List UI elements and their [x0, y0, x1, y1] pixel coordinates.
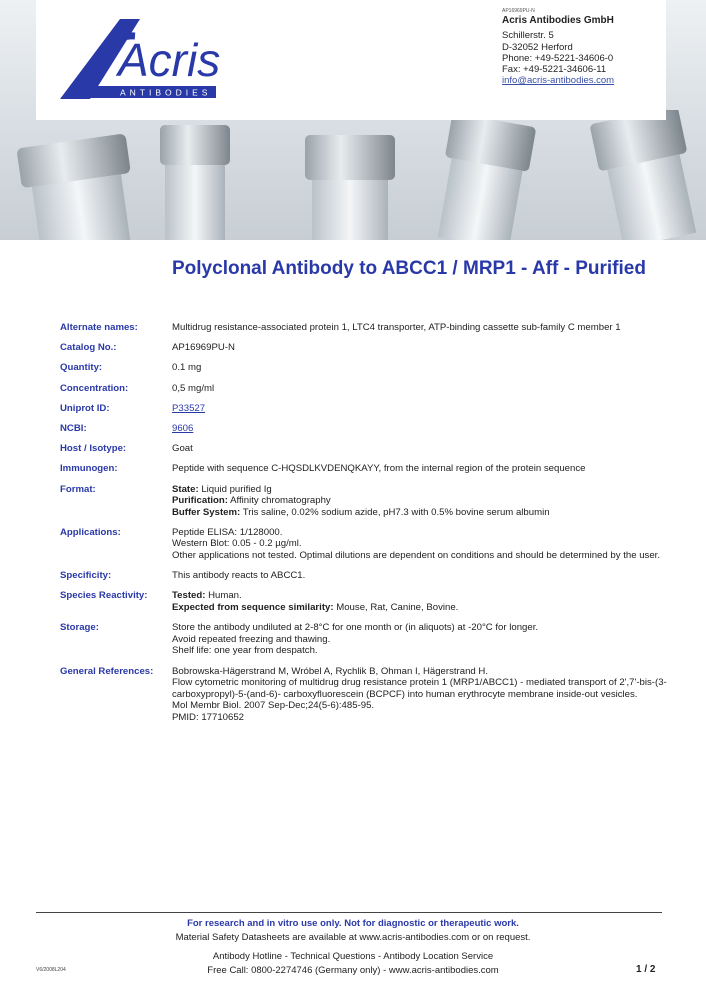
address-line: Schillerstr. 5 [502, 30, 554, 42]
field-value: 0,5 mg/ml [172, 382, 215, 394]
field-label: Concentration: [60, 382, 129, 394]
field-quantity [60, 362, 670, 374]
storage-line: Store the antibody undiluted at 2-8°C for one month or (in aliquots) at -20°C for longer. [172, 622, 539, 634]
field-value [172, 484, 670, 519]
field-label: Catalog No.: [60, 342, 117, 354]
product-fields [60, 322, 670, 732]
reference-line: Flow cytometric monitoring of multidrug drug resistance protein 1 (MRP1/ABCC1) - mediated transport of 2',7'-bis-(3-carboxypropyl)-5-(and-6)- carboxyfluorescein (BCPCF) into human erythrocyte membrane inside-out vesicles. [172, 677, 667, 700]
field-concentration [60, 383, 670, 395]
field-format [60, 484, 670, 519]
field-value: 0.1 mg [172, 362, 202, 374]
field-value: Peptide with sequence C-HQSDLKVDENQKAYY, from the internal region of the protein sequence [172, 463, 586, 475]
uniprot-link[interactable]: P33527 [172, 402, 206, 414]
company-name: Acris Antibodies GmbH [502, 15, 614, 26]
field-immunogen [60, 463, 670, 475]
reference-line: Mol Membr Biol. 2007 Sep-Dec;24(5-6):485-95. [172, 700, 375, 712]
state-label: State: [172, 483, 199, 495]
field-value: Goat [172, 443, 193, 455]
application-line: Western Blot: 0.05 - 0.2 µg/ml. [172, 538, 302, 550]
expected-value: Mouse, Rat, Canine, Bovine. [333, 602, 459, 614]
field-value: Multidrug resistance-associated protein 1, LTC4 transporter, ATP-binding cassette sub-family C member 1 [172, 322, 621, 333]
acris-logo [60, 14, 220, 104]
field-label: Quantity: [60, 362, 103, 374]
field-value [172, 590, 670, 613]
field-applications [60, 527, 670, 562]
field-value: This antibody reacts to ABCC1. [172, 570, 306, 582]
purification-value: Affinity chromatography [227, 495, 331, 507]
state-value: Liquid purified Ig [198, 483, 272, 495]
doc-code: AP16969PU-N [502, 8, 535, 14]
page-title: Polyclonal Antibody to ABCC1 / MRP1 - Aff - Purified [172, 258, 646, 279]
address-line: D-32052 Herford [502, 41, 573, 53]
freecall-text: Free Call: 0800-2274746 (Germany only) - www.acris-antibodies.com [207, 965, 499, 976]
field-value: AP16969PU-N [172, 342, 235, 354]
tested-label: Tested: [172, 590, 206, 602]
fax-line: Fax: +49-5221-34606-11 [502, 64, 607, 76]
ncbi-link[interactable]: 9606 [172, 422, 194, 434]
field-value [172, 527, 670, 562]
reference-line: PMID: 17710652 [172, 711, 244, 723]
msds-notice: Material Safety Datasheets are available at www.acris-antibodies.com or on request. [175, 932, 531, 943]
field-label: Alternate names: [60, 322, 138, 333]
expected-label: Expected from sequence similarity: [172, 602, 334, 614]
field-label: Specificity: [60, 570, 112, 582]
logo-text: Acris [118, 34, 220, 86]
phone-line: Phone: +49-5221-34606-0 [502, 52, 614, 64]
storage-line: Shelf life: one year from despatch. [172, 645, 318, 657]
field-ncbi [60, 423, 670, 435]
field-label: Storage: [60, 622, 99, 634]
application-line: Other applications not tested. Optimal dilutions are dependent on conditions and should be determined by the user. [172, 550, 660, 562]
reference-line: Bobrowska-Hägerstrand M, Wróbel A, Rychlik B, Ohman I, Hägerstrand H. [172, 665, 489, 677]
field-storage [60, 622, 670, 657]
application-line: Peptide ELISA: 1/128000. [172, 526, 283, 538]
company-address-block [502, 8, 614, 87]
hotline-text: Antibody Hotline - Technical Questions - Antibody Location Service [212, 951, 494, 962]
email-link[interactable]: info@acris-antibodies.com [502, 75, 615, 87]
vials-photo [0, 110, 706, 240]
field-label: Host / Isotype: [60, 443, 127, 455]
research-notice: For research and in vitro use only. Not for diagnostic or therapeutic work. [187, 918, 519, 929]
field-references [60, 666, 670, 724]
storage-line: Avoid repeated freezing and thawing. [172, 633, 331, 645]
field-label: Uniprot ID: [60, 402, 110, 414]
purification-label: Purification: [172, 495, 228, 507]
field-label: Format: [60, 483, 96, 495]
version-code: V6/2008L204 [36, 967, 66, 973]
buffer-value: Tris saline, 0.02% sodium azide, pH7.3 with 0.5% bovine serum albumin [240, 506, 550, 518]
field-specificity [60, 570, 670, 582]
field-value [172, 622, 670, 657]
logo-subtext: ANTIBODIES [120, 87, 212, 98]
field-label: General References: [60, 665, 154, 677]
tested-value: Human. [205, 590, 242, 602]
field-label: Immunogen: [60, 463, 118, 475]
field-alternate-names [60, 322, 670, 334]
footer-divider [36, 912, 662, 913]
field-uniprot [60, 403, 670, 415]
header-banner [0, 0, 706, 240]
field-host [60, 443, 670, 455]
field-label: Applications: [60, 526, 121, 538]
field-catalog [60, 342, 670, 354]
field-species [60, 590, 670, 613]
field-label: NCBI: [60, 422, 87, 434]
buffer-label: Buffer System: [172, 506, 241, 518]
field-value [172, 666, 670, 724]
field-label: Species Reactivity: [60, 590, 148, 602]
page-number: 1 / 2 [636, 964, 656, 975]
